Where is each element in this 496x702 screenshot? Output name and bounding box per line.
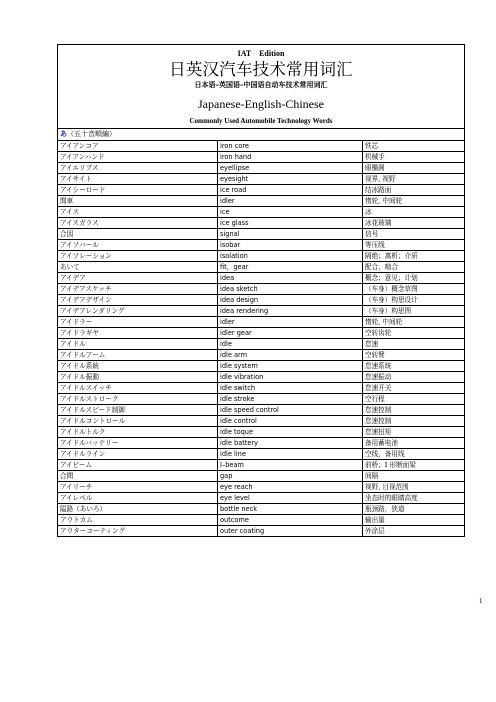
table-row <box>58 471 464 482</box>
chinese-term: 坐态时的眼睛高度 <box>363 493 465 504</box>
table-row <box>58 141 464 152</box>
english-term: idle control <box>218 416 363 427</box>
chinese-term: 视野, 目视范围 <box>363 482 465 493</box>
chinese-term: 怠速控制 <box>363 416 465 427</box>
table-row <box>58 284 464 295</box>
edition-label: IAT Edition <box>237 49 285 58</box>
chinese-term: 冰花玻璃 <box>363 218 465 229</box>
page-number: 1 <box>479 597 483 605</box>
document-header <box>58 45 464 129</box>
english-term: idle battery <box>218 438 363 449</box>
table-row <box>58 460 464 471</box>
japanese-term: アイドラー <box>58 317 218 328</box>
chinese-term: （车身）构思图 <box>363 306 465 317</box>
table-row <box>58 229 464 240</box>
japanese-term: アイリーチ <box>58 482 218 493</box>
table-row <box>58 361 464 372</box>
english-subtitle: Commonly Used Automobile Technology Words <box>189 117 333 125</box>
table-row <box>58 427 464 438</box>
table-row <box>58 163 464 174</box>
japanese-term: アウトカム <box>58 515 218 526</box>
japanese-term: アイドル振動 <box>58 372 218 383</box>
chinese-term: 空转齿轮 <box>363 328 465 339</box>
table-row <box>58 416 464 427</box>
chinese-term: 间隔 <box>363 471 465 482</box>
japanese-term: アイドル <box>58 339 218 350</box>
chinese-term: 结冰路面 <box>363 185 465 196</box>
english-term: bottle neck <box>218 504 363 515</box>
table-row <box>58 515 464 526</box>
chinese-term: 怠速系统 <box>363 361 465 372</box>
english-term: idle system <box>218 361 363 372</box>
english-term: ice road <box>218 185 363 196</box>
chinese-title: 日英汉汽车技术常用词汇 <box>169 60 353 79</box>
japanese-term: アウターコーティング <box>58 526 218 537</box>
japanese-term: アイス <box>58 207 218 218</box>
japanese-term: アイエリプス <box>58 163 218 174</box>
chinese-term: 怠速控制 <box>363 405 465 416</box>
japanese-term: アイドルトルク <box>58 427 218 438</box>
english-term: idea sketch <box>218 284 363 295</box>
japanese-term: アイスガラス <box>58 218 218 229</box>
japanese-subtitle: 日本语–英国语–中国语自动车技术常用词汇 <box>194 81 328 89</box>
table-row <box>58 295 464 306</box>
english-term: idle switch <box>218 383 363 394</box>
table-row <box>58 251 464 262</box>
table-row <box>58 218 464 229</box>
english-term: I–beam <box>218 460 363 471</box>
table-row <box>58 372 464 383</box>
english-term: idle stroke <box>218 394 363 405</box>
table-row <box>58 207 464 218</box>
table-row <box>58 482 464 493</box>
english-term: fit，gear <box>218 262 363 273</box>
chinese-term: 概念；意见；计划 <box>363 273 465 284</box>
chinese-term: 空线，备用线 <box>363 449 465 460</box>
english-term: signal <box>218 229 363 240</box>
table-row <box>58 405 464 416</box>
chinese-term: 外涂层 <box>363 526 465 537</box>
english-term: idle <box>218 339 363 350</box>
english-term: idler gear <box>218 328 363 339</box>
english-term: idle toque <box>218 427 363 438</box>
japanese-term: アイサイト <box>58 174 218 185</box>
english-term: idler <box>218 196 363 207</box>
chinese-term: （车身）概念草图 <box>363 284 465 295</box>
chinese-term: 空行程 <box>363 394 465 405</box>
japanese-term: アイデアデザイン <box>58 295 218 306</box>
english-term: ice <box>218 207 363 218</box>
japanese-term: アイアンハンド <box>58 152 218 163</box>
japanese-term: アイデア <box>58 273 218 284</box>
japanese-term: アイドルストローク <box>58 394 218 405</box>
chinese-term: 铁芯 <box>363 141 465 152</box>
section-kana: あ <box>60 130 67 138</box>
chinese-term: 输出量 <box>363 515 465 526</box>
english-term: gap <box>218 471 363 482</box>
chinese-term: 冰 <box>363 207 465 218</box>
chinese-term: 惰轮, 中间轮 <box>363 196 465 207</box>
english-term: isolation <box>218 251 363 262</box>
english-term: ice glass <box>218 218 363 229</box>
japanese-term: アイドル系統 <box>58 361 218 372</box>
japanese-term: アイソバール <box>58 240 218 251</box>
chinese-term: 配合，啮合 <box>363 262 465 273</box>
japanese-term: アイドルアーム <box>58 350 218 361</box>
section-heading <box>58 129 464 141</box>
table-row <box>58 394 464 405</box>
table-row <box>58 262 464 273</box>
english-term: idea <box>218 273 363 284</box>
chinese-term: 惰轮, 中间轮 <box>363 317 465 328</box>
chinese-term: 机械手 <box>363 152 465 163</box>
table-row <box>58 196 464 207</box>
english-term: iron core <box>218 141 363 152</box>
english-term: idle vibration <box>218 372 363 383</box>
english-term: idler <box>218 317 363 328</box>
section-label: （五十音順編） <box>67 130 116 138</box>
english-term: iron hand <box>218 152 363 163</box>
english-term: eye reach <box>218 482 363 493</box>
table-row <box>58 240 464 251</box>
chinese-term: 怠速扭矩 <box>363 427 465 438</box>
table-row <box>58 493 464 504</box>
chinese-term: 怠速振动 <box>363 372 465 383</box>
chinese-term: （车身）构思设计 <box>363 295 465 306</box>
table-row <box>58 174 464 185</box>
english-term: idle arm <box>218 350 363 361</box>
japanese-term: アイドルバッテリー <box>58 438 218 449</box>
japanese-term: 隘路（あいろ） <box>58 504 218 515</box>
japanese-term: あいて <box>58 262 218 273</box>
japanese-term: 合間 <box>58 471 218 482</box>
chinese-term: 瓶颈路，狭道 <box>363 504 465 515</box>
japanese-term: アイレベル <box>58 493 218 504</box>
japanese-term: アイドルスピード制御 <box>58 405 218 416</box>
english-term: isobar <box>218 240 363 251</box>
japanese-term: アイデアスケッチ <box>58 284 218 295</box>
japanese-term: 間車 <box>58 196 218 207</box>
english-term: outcome <box>218 515 363 526</box>
english-title: Japanese-English-Chinese <box>198 97 324 111</box>
japanese-term: アイシーロード <box>58 185 218 196</box>
table-row <box>58 449 464 460</box>
glossary-document <box>57 44 465 537</box>
chinese-term: 怠速 <box>363 339 465 350</box>
japanese-term: アイアンコア <box>58 141 218 152</box>
chinese-term: 怠速开关 <box>363 383 465 394</box>
table-row <box>58 383 464 394</box>
english-term: idea design <box>218 295 363 306</box>
table-row <box>58 504 464 515</box>
english-term: eye level <box>218 493 363 504</box>
chinese-term: 空转臂 <box>363 350 465 361</box>
table-row <box>58 185 464 196</box>
chinese-term: 眼椭圆 <box>363 163 465 174</box>
table-row <box>58 438 464 449</box>
japanese-term: アイドルライン <box>58 449 218 460</box>
english-term: eyesight <box>218 174 363 185</box>
japanese-term: アイソレーション <box>58 251 218 262</box>
chinese-term: 隔绝；离析；介质 <box>363 251 465 262</box>
chinese-term: 等压线 <box>363 240 465 251</box>
table-row <box>58 328 464 339</box>
table-row <box>58 273 464 284</box>
japanese-term: 合図 <box>58 229 218 240</box>
english-term: outer coating <box>218 526 363 537</box>
table-row <box>58 350 464 361</box>
japanese-term: アイデアレンダリング <box>58 306 218 317</box>
table-row <box>58 526 464 537</box>
japanese-term: アイドラギヤ <box>58 328 218 339</box>
japanese-term: アイドルコントロール <box>58 416 218 427</box>
chinese-term: 视界, 视野 <box>363 174 465 185</box>
english-term: eyellipse <box>218 163 363 174</box>
english-term: idle speed control <box>218 405 363 416</box>
chinese-term: 信号 <box>363 229 465 240</box>
chinese-term: 备用蓄电池 <box>363 438 465 449</box>
japanese-term: アイドルスイッチ <box>58 383 218 394</box>
table-row <box>58 317 464 328</box>
english-term: idle line <box>218 449 363 460</box>
table-row <box>58 339 464 350</box>
table-row <box>58 306 464 317</box>
table-row <box>58 152 464 163</box>
japanese-term: アイビーム <box>58 460 218 471</box>
english-term: idea rendering <box>218 306 363 317</box>
glossary-table <box>58 141 464 536</box>
chinese-term: 前桥；I 形断面梁 <box>363 460 465 471</box>
